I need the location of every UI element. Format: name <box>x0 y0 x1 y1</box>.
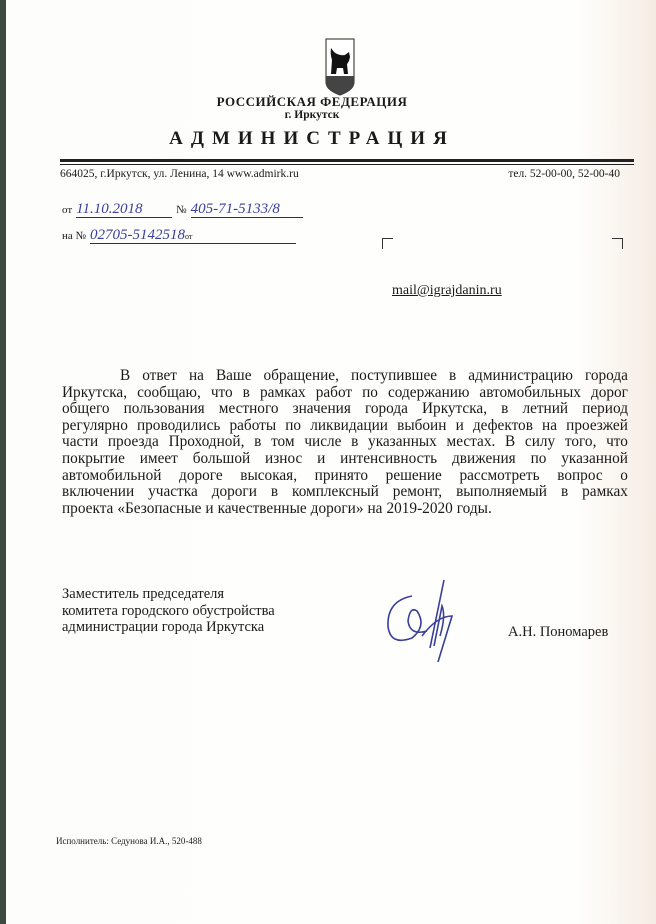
word: на <box>188 367 204 384</box>
word: в <box>501 400 509 418</box>
executor-info: Исполнитель: Седунова И.А., 520-488 <box>56 836 202 846</box>
word: общего <box>62 400 110 418</box>
word: регулярно <box>62 416 128 434</box>
word: части <box>62 433 99 451</box>
word: Ваше <box>215 367 252 384</box>
body-line <box>62 501 628 518</box>
word: автомобильной <box>62 466 162 484</box>
word: местного <box>218 400 279 418</box>
word: вопрос <box>557 466 603 484</box>
phone: тел. 52-00-00, 52-00-40 <box>508 168 620 180</box>
word: дефектов <box>472 416 533 434</box>
word: проезжей <box>566 416 628 434</box>
word: «Безопасные <box>117 499 202 517</box>
word: и <box>455 416 464 434</box>
word: на <box>367 499 383 517</box>
organization-title: АДМИНИСТРАЦИЯ <box>169 128 455 149</box>
word: что <box>606 433 628 451</box>
body-line <box>62 368 628 385</box>
body-line <box>62 385 628 402</box>
word: решение <box>385 466 442 484</box>
word: рамках <box>582 483 628 501</box>
word: комплексный <box>292 483 379 501</box>
word: местах. <box>446 433 496 451</box>
word: В <box>505 433 516 451</box>
letter-number: 405-71-5133/8 <box>190 201 280 217</box>
word: включении <box>62 483 135 501</box>
word: большой <box>192 449 251 467</box>
word: силу <box>524 433 556 451</box>
title-line: администрации города Иркутска <box>62 619 265 635</box>
word: автомобильных <box>479 383 581 401</box>
word: 2019-2020 <box>386 499 453 517</box>
word: период <box>582 400 628 418</box>
signatory-name: А.Н. Пономарев <box>508 624 609 640</box>
outgoing-reference <box>62 200 303 218</box>
reply-reference <box>62 226 296 244</box>
word: дороге <box>179 466 223 484</box>
letter-body <box>62 368 628 517</box>
word: интенсивность <box>340 449 438 467</box>
word: В <box>120 367 131 384</box>
from-label: от <box>62 204 73 216</box>
word: содержанию <box>388 383 470 401</box>
body-line <box>62 418 628 435</box>
word: города <box>584 367 628 384</box>
body-line <box>62 434 628 451</box>
word: годы. <box>456 499 492 517</box>
word: дорог <box>590 383 628 401</box>
word: в <box>449 367 457 384</box>
word: проекта <box>62 499 114 517</box>
word: движения <box>451 449 516 467</box>
word: ремонт, <box>392 483 443 501</box>
reply-from-label: от <box>185 232 193 241</box>
reply-number: 02705-5142518 <box>90 227 186 243</box>
word: сообщаю, <box>137 383 201 401</box>
word: в <box>254 433 262 451</box>
title-line: Заместитель председателя <box>62 586 225 602</box>
word: участка <box>148 483 198 501</box>
word: Проходной, <box>168 433 245 451</box>
word: покрытие <box>62 449 125 467</box>
word: летний <box>522 400 569 418</box>
word: Иркутска, <box>422 400 488 418</box>
word: по <box>362 383 378 401</box>
title-line: комитета городского обустройства <box>62 602 275 619</box>
word: в <box>351 433 359 451</box>
word: пользования <box>123 400 205 418</box>
word: выполняемый <box>456 483 547 501</box>
header-divider-thin <box>60 164 634 165</box>
word: износ <box>265 449 303 467</box>
word: города <box>364 400 408 418</box>
body-line <box>62 451 628 468</box>
letter-date: 11.10.2018 <box>76 201 143 217</box>
word: работ <box>315 383 353 401</box>
signatory-title <box>62 586 275 636</box>
word: обращение, <box>263 367 339 384</box>
word: имеет <box>139 449 178 467</box>
word: по <box>530 449 547 467</box>
word: качественные <box>217 499 307 517</box>
word: принято <box>314 466 369 484</box>
body-line <box>62 468 628 485</box>
country-name: РОССИЙСКАЯ ФЕДЕРАЦИЯ <box>216 94 408 109</box>
word: ответ <box>142 367 177 384</box>
word: в <box>270 483 279 501</box>
word: указанной <box>561 449 628 467</box>
address: 664025, г.Иркутск, ул. Ленина, 14 www.admirk.ru <box>60 168 299 180</box>
recipient-email: mail@igrajdanin.ru <box>392 283 502 298</box>
body-line <box>62 401 628 418</box>
word: проводились <box>136 416 221 434</box>
number-label: № <box>176 204 187 216</box>
word: администрацию <box>468 367 573 384</box>
city-name: г. Иркутск <box>284 109 340 121</box>
handwritten-signature-icon <box>382 576 466 666</box>
word: работы <box>229 416 277 434</box>
word: Иркутска, <box>62 383 128 401</box>
word: что <box>210 383 233 401</box>
word: в <box>242 383 250 401</box>
body-line <box>62 484 628 501</box>
word: числе <box>304 433 342 451</box>
word: выбоин <box>397 416 447 434</box>
word: того, <box>564 433 597 451</box>
word: в <box>560 483 569 501</box>
address-corner-left <box>382 238 393 249</box>
word: на <box>542 416 558 434</box>
word: рассмотреть <box>459 466 540 484</box>
word: указанных <box>368 433 437 451</box>
word: ликвидации <box>310 416 388 434</box>
word: значения <box>292 400 351 418</box>
word: дороги <box>211 483 257 501</box>
reply-label: на № <box>62 230 87 242</box>
word: и <box>205 499 214 517</box>
word: высокая, <box>240 466 298 484</box>
address-corner-right <box>612 238 623 249</box>
word: проезда <box>107 433 159 451</box>
word: том <box>271 433 295 451</box>
letter-page <box>6 0 656 924</box>
header-divider <box>60 159 634 162</box>
word: о <box>620 466 628 484</box>
word: поступившее <box>350 367 438 384</box>
word: дороги» <box>310 499 364 517</box>
coat-of-arms-icon <box>325 38 355 96</box>
word: и <box>317 449 326 467</box>
word: по <box>285 416 302 434</box>
word: рамках <box>259 383 306 401</box>
